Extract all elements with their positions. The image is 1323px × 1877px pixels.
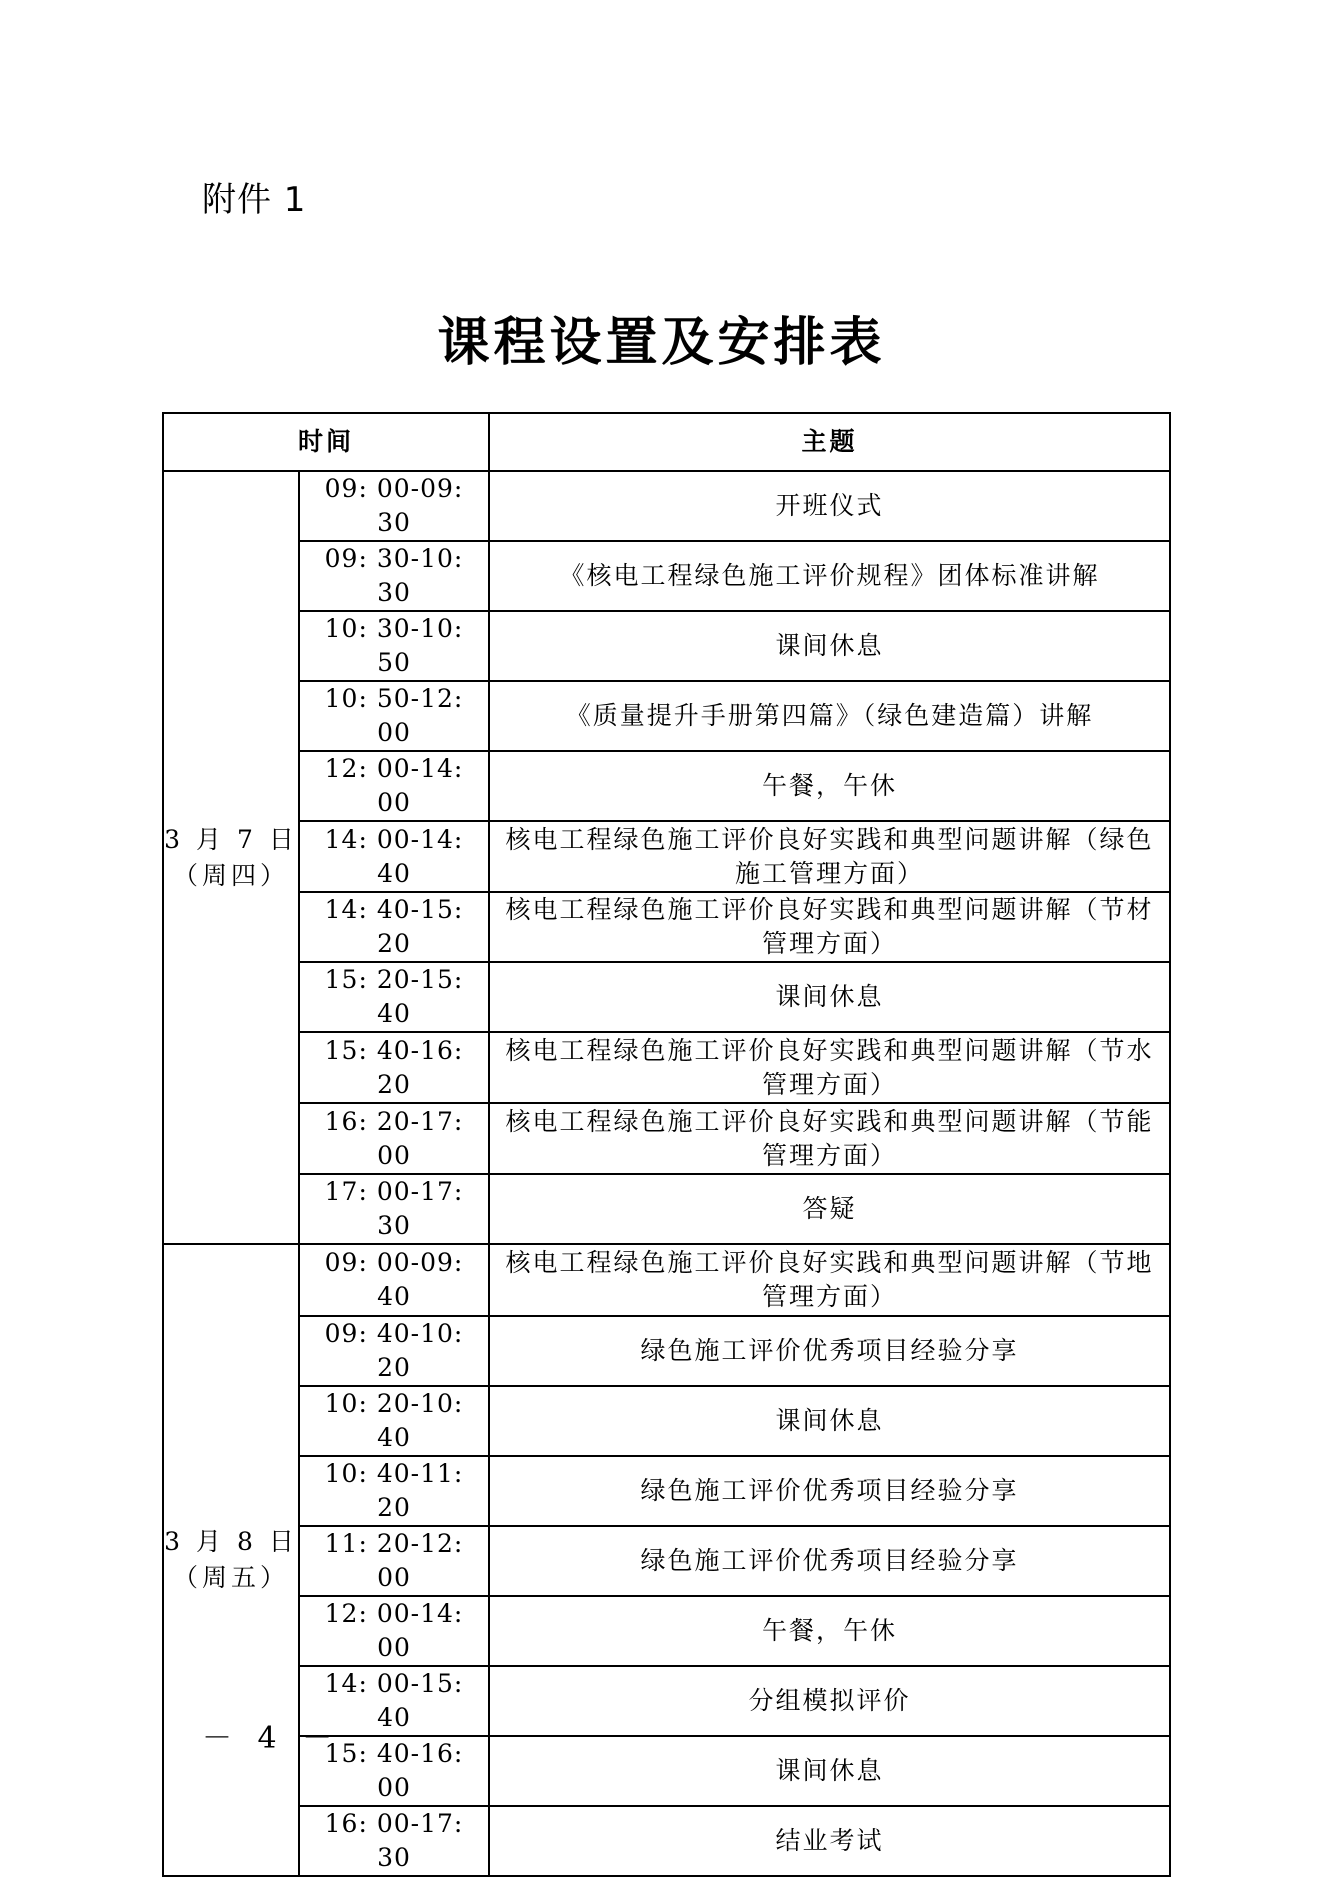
header-topic: 主题	[489, 413, 1170, 471]
topic-cell: 课间休息	[489, 962, 1170, 1032]
time-cell: 09: 40-10: 20	[299, 1316, 489, 1386]
topic-cell: 结业考试	[489, 1806, 1170, 1876]
time-cell: 09: 30-10: 30	[299, 541, 489, 611]
day-weekday: （周四）	[172, 860, 289, 890]
document-title: 课程设置及安排表	[437, 312, 886, 373]
time-cell: 14: 40-15: 20	[299, 892, 489, 962]
table-row	[163, 1596, 1170, 1666]
topic-cell: 核电工程绿色施工评价良好实践和典型问题讲解（节地管理方面）	[489, 1244, 1170, 1316]
time-cell: 10: 30-10: 50	[299, 611, 489, 681]
time-cell: 10: 40-11: 20	[299, 1456, 489, 1526]
table-row	[163, 541, 1170, 611]
table-row	[163, 1244, 1170, 1316]
time-cell: 16: 20-17: 00	[299, 1103, 489, 1174]
topic-cell: 开班仪式	[489, 471, 1170, 541]
table-row	[163, 1526, 1170, 1596]
table-row	[163, 1032, 1170, 1103]
time-cell: 16: 00-17: 30	[299, 1806, 489, 1876]
table-row	[163, 1806, 1170, 1876]
time-cell: 10: 20-10: 40	[299, 1386, 489, 1456]
time-cell: 09: 00-09: 30	[299, 471, 489, 541]
time-cell: 09: 00-09: 40	[299, 1244, 489, 1316]
topic-cell: 《核电工程绿色施工评价规程》团体标准讲解	[489, 541, 1170, 611]
day-date: 3 月 7 日	[164, 824, 298, 854]
time-cell: 15: 20-15: 40	[299, 962, 489, 1032]
day-date: 3 月 8 日	[164, 1527, 298, 1556]
topic-cell: 午餐，午休	[489, 1596, 1170, 1666]
time-cell: 12: 00-14: 00	[299, 751, 489, 821]
topic-cell: 核电工程绿色施工评价良好实践和典型问题讲解（节材管理方面）	[489, 892, 1170, 962]
time-cell: 11: 20-12: 00	[299, 1526, 489, 1596]
time-cell: 17: 00-17: 30	[299, 1174, 489, 1244]
topic-cell: 分组模拟评价	[489, 1666, 1170, 1736]
topic-cell: 《质量提升手册第四篇》（绿色建造篇）讲解	[489, 681, 1170, 751]
table-row	[163, 821, 1170, 892]
table-row	[163, 1456, 1170, 1526]
table-row	[163, 892, 1170, 962]
time-cell: 15: 40-16: 00	[299, 1736, 489, 1806]
topic-cell: 核电工程绿色施工评价良好实践和典型问题讲解（节能管理方面）	[489, 1103, 1170, 1174]
table-header-row	[163, 413, 1170, 471]
topic-cell: 课间休息	[489, 611, 1170, 681]
day-cell	[163, 1244, 299, 1876]
topic-cell: 午餐，午休	[489, 751, 1170, 821]
time-cell: 12: 00-14: 00	[299, 1596, 489, 1666]
table-row	[163, 1386, 1170, 1456]
topic-cell: 绿色施工评价优秀项目经验分享	[489, 1456, 1170, 1526]
topic-cell: 答疑	[489, 1174, 1170, 1244]
table-row	[163, 1174, 1170, 1244]
attachment-label: 附件 1	[202, 180, 307, 220]
header-time: 时间	[163, 413, 489, 471]
table-row	[163, 611, 1170, 681]
topic-cell: 课间休息	[489, 1736, 1170, 1806]
time-cell: 14: 00-14: 40	[299, 821, 489, 892]
day-weekday: （周五）	[172, 1563, 289, 1592]
page-number: － 4 －	[202, 1721, 341, 1756]
course-schedule-table	[162, 412, 1171, 1877]
time-cell: 15: 40-16: 20	[299, 1032, 489, 1103]
table-row	[163, 1316, 1170, 1386]
topic-cell: 核电工程绿色施工评价良好实践和典型问题讲解（节水管理方面）	[489, 1032, 1170, 1103]
table-row	[163, 471, 1170, 541]
table-row	[163, 962, 1170, 1032]
topic-cell: 课间休息	[489, 1386, 1170, 1456]
table-row	[163, 751, 1170, 821]
time-cell: 10: 50-12: 00	[299, 681, 489, 751]
table-row	[163, 681, 1170, 751]
topic-cell: 绿色施工评价优秀项目经验分享	[489, 1316, 1170, 1386]
time-cell: 14: 00-15: 40	[299, 1666, 489, 1736]
topic-cell: 核电工程绿色施工评价良好实践和典型问题讲解（绿色施工管理方面）	[489, 821, 1170, 892]
day-cell	[163, 471, 299, 1244]
topic-cell: 绿色施工评价优秀项目经验分享	[489, 1526, 1170, 1596]
table-row	[163, 1103, 1170, 1174]
